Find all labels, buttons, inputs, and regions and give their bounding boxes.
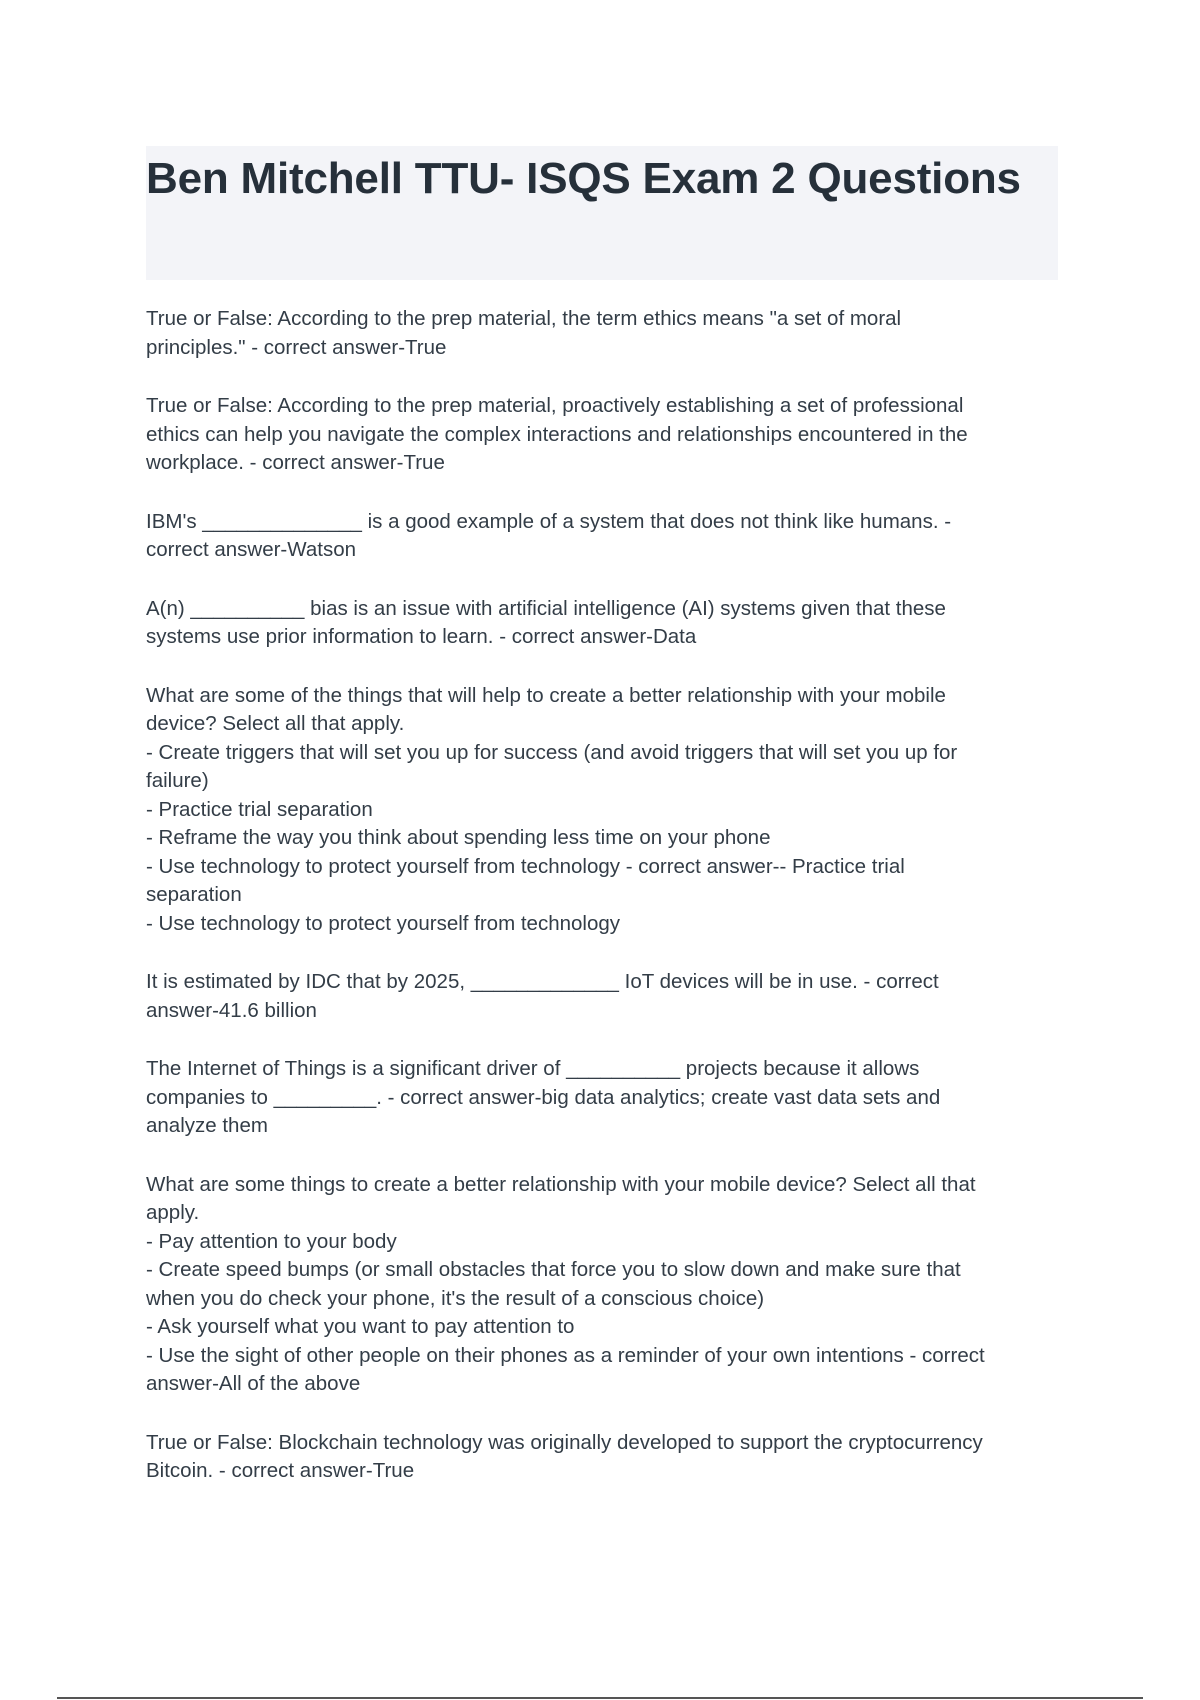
footer-divider — [57, 1697, 1143, 1699]
document-title: Ben Mitchell TTU- ISQS Exam 2 Questions — [146, 154, 1021, 203]
question-item: A(n) __________ bias is an issue with artificial intelligence (AI) systems given that these systems use prior information to learn. - correct answer-Data — [146, 596, 946, 648]
question-item: IBM's ______________ is a good example of a system that does not think like humans. - correct answer-Watson — [146, 509, 952, 561]
question-item: What are some of the things that will help to create a better relationship with your mobile device? Select all that apply. - Create triggers that will set you up for success (and avoid triggers that will set you up for failure) - Practice trial separation - Reframe the way you think about spending less time on your phone - Use technology to protect yourself from technology - correct answer-- Practice trial separation - Use technology to protect yourself from technology — [146, 683, 958, 935]
question-item: What are some things to create a better relationship with your mobile device? Select all that apply. - Pay attention to your body - Create speed bumps (or small obstacles that force you to slow down and make sure that when you do check your phone, it's the result of a conscious choice) - Ask yourself what you want to pay attention to - Use the sight of other people on their phones as a reminder of your own intentions - correct answer-All of the above — [146, 1172, 985, 1395]
question-item: True or False: According to the prep material, proactively establishing a set of professional ethics can help you navigate the complex interactions and relationships encountered in the workplace. - correct answer-True — [146, 394, 968, 474]
question-item: It is estimated by IDC that by 2025, _____________ IoT devices will be in use. - correct answer-41.6 billion — [146, 970, 939, 1022]
question-item: The Internet of Things is a significant driver of __________ projects because it allows companies to _________. - correct answer-big data analytics; create vast data sets and analyze them — [146, 1057, 941, 1137]
question-item: True or False: According to the prep material, the term ethics means "a set of moral principles." - correct answer-True — [146, 307, 902, 359]
title-banner — [146, 146, 1058, 280]
question-item: True or False: Blockchain technology was originally developed to support the cryptocurrency Bitcoin. - correct answer-True — [146, 1430, 983, 1482]
question-list — [146, 305, 1058, 1516]
